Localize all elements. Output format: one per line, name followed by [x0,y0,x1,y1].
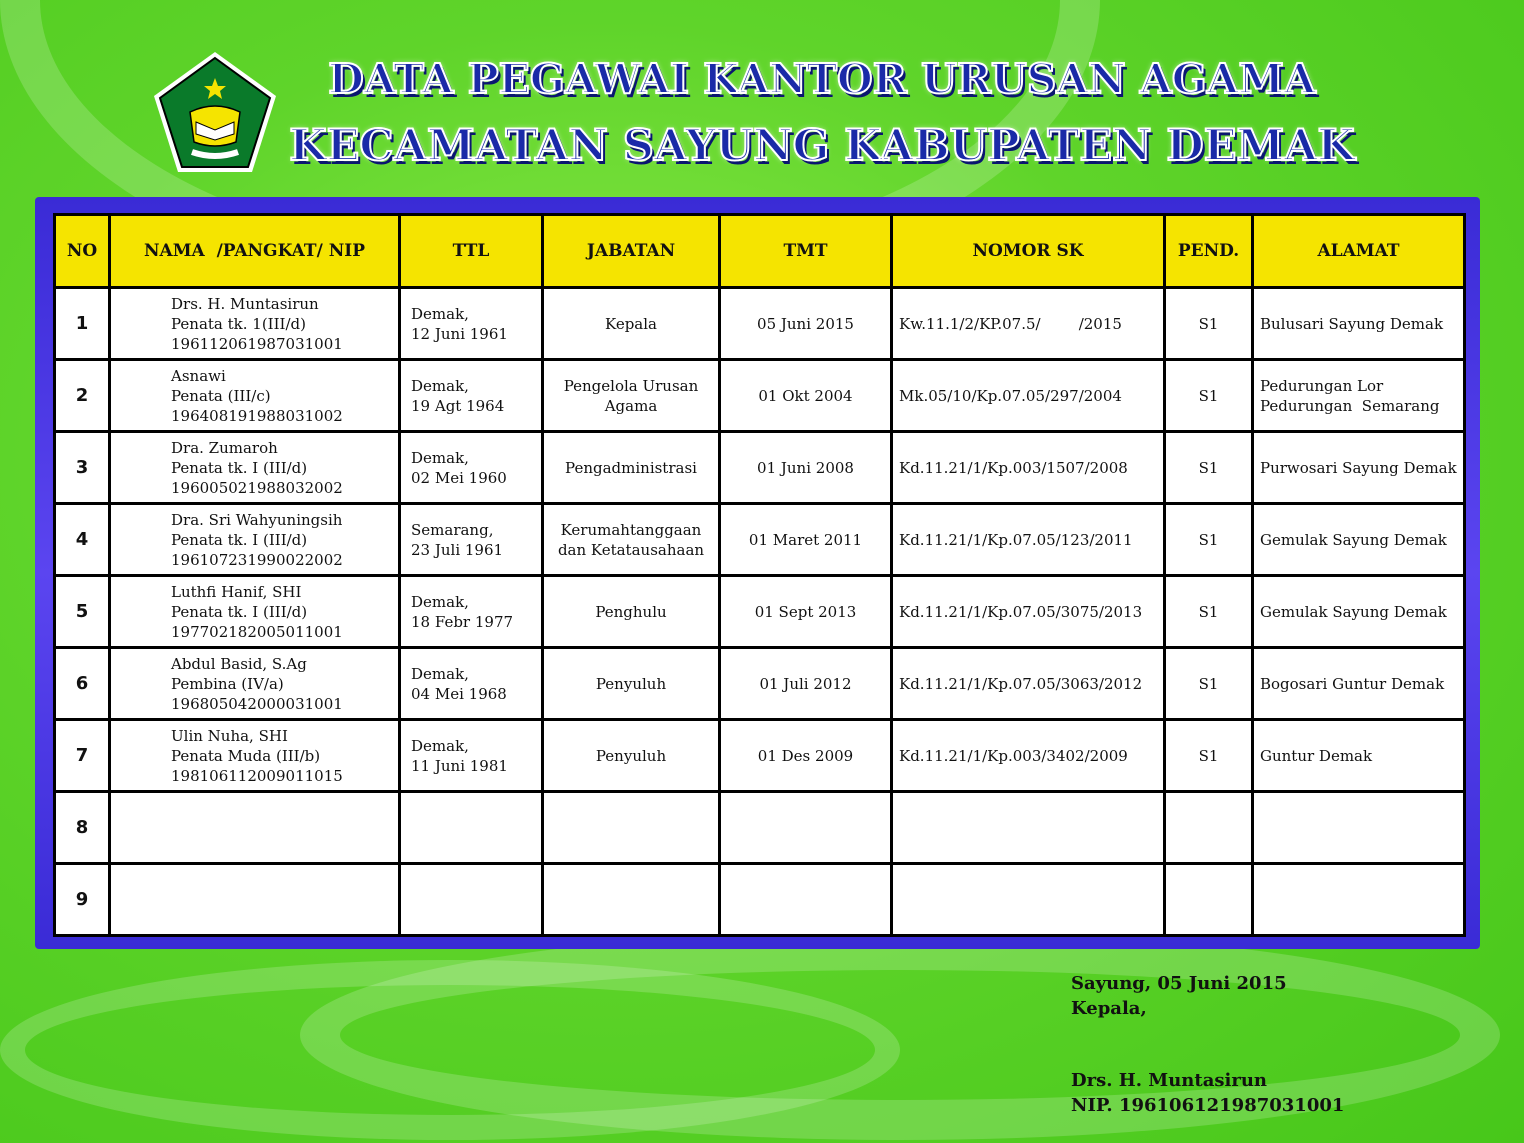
education: S1 [1198,458,1219,477]
cell-ttl [400,792,543,864]
cell-no [55,648,110,720]
address: Pedurungan Lor Pedurungan Semarang [1260,376,1440,415]
employee-name: Ulin Nuha, SHI [171,726,288,745]
row-number: 8 [75,816,89,838]
address: Bulusari Sayung Demak [1260,314,1444,333]
cell-tmt [720,288,892,360]
cell-tmt [720,504,892,576]
table-row [55,792,1465,864]
start-date: 01 Sept 2013 [754,602,857,621]
employee-name: Luthfi Hanif, SHI [171,582,302,601]
cell-jabatan [543,648,720,720]
table-row [55,432,1465,504]
position: Pengelola Urusan Agama [563,376,699,415]
position: Penghulu [595,602,667,621]
employee-nip: 198106112009011015 [171,766,343,785]
page-title-line1: DATA PEGAWAI KANTOR URUSAN AGAMA [328,55,1316,103]
cell-ttl [400,504,543,576]
cell-jabatan [543,864,720,936]
education: S1 [1198,386,1219,405]
position: Penyuluh [595,674,667,693]
row-number: 6 [75,672,89,694]
cell-nomor-sk [892,792,1165,864]
decree-number: Kd.11.21/1/Kp.07.05/3075/2013 [899,602,1143,621]
employee-nip: 196112061987031001 [171,334,343,353]
header-no: NO [55,215,110,288]
start-date: 01 Juli 2012 [759,674,852,693]
table-row [55,288,1465,360]
decree-number: Kd.11.21/1/Kp.003/3402/2009 [899,746,1128,765]
cell-pend [1165,360,1253,432]
table-row [55,864,1465,936]
cell-jabatan [543,504,720,576]
birth-place: Semarang, [411,520,494,539]
table-row [55,648,1465,720]
cell-pend [1165,864,1253,936]
cell-ttl [400,720,543,792]
address: Guntur Demak [1260,746,1373,765]
cell-tmt [720,792,892,864]
header-pend: PEND. [1165,215,1253,288]
page-title-line2: KECAMATAN SAYUNG KABUPATEN DEMAK [289,121,1355,171]
birth-place: Demak, [411,304,469,323]
birth-place: Demak, [411,736,469,755]
decree-number: Kd.11.21/1/Kp.07.05/3063/2012 [899,674,1143,693]
cell-no [55,360,110,432]
cell-alamat [1253,504,1465,576]
position: Kerumahtanggaan dan Ketatausahaan [557,520,705,559]
cell-jabatan [543,576,720,648]
cell-no [55,576,110,648]
cell-ttl [400,576,543,648]
employee-rank: Penata (III/c) [171,386,271,405]
cell-alamat [1253,864,1465,936]
cell-ttl [400,432,543,504]
cell-tmt [720,864,892,936]
education: S1 [1198,602,1219,621]
cell-no [55,720,110,792]
row-number: 5 [75,600,89,622]
cell-nomor-sk [892,720,1165,792]
cell-pend [1165,720,1253,792]
birth-place: Demak, [411,376,469,395]
signature-role: Kepala, [1071,998,1147,1019]
employee-rank: Pembina (IV/a) [171,674,284,693]
cell-alamat [1253,576,1465,648]
cell-nomor-sk [892,864,1165,936]
table-row [55,360,1465,432]
decree-number: Kd.11.21/1/Kp.07.05/123/2011 [899,530,1133,549]
cell-alamat [1253,360,1465,432]
cell-nama [110,432,400,504]
start-date: 01 Okt 2004 [758,386,853,405]
header-jabatan: JABATAN [543,215,720,288]
start-date: 01 Maret 2011 [748,530,863,549]
table-row [55,504,1465,576]
employee-rank: Penata tk. I (III/d) [171,602,308,621]
row-number: 2 [75,384,89,406]
address: Gemulak Sayung Demak [1260,602,1447,621]
decree-number: Kd.11.21/1/Kp.003/1507/2008 [899,458,1128,477]
table-row [55,576,1465,648]
background-swoosh [0,960,900,1140]
cell-tmt [720,576,892,648]
cell-ttl [400,864,543,936]
start-date: 01 Juni 2008 [757,458,854,477]
cell-tmt [720,360,892,432]
row-number: 7 [75,744,89,766]
cell-alamat [1253,288,1465,360]
education: S1 [1198,746,1219,765]
birth-place: Demak, [411,448,469,467]
cell-tmt [720,720,892,792]
employee-name: Asnawi [171,366,226,385]
address: Bogosari Guntur Demak [1260,674,1445,693]
signature-name: Drs. H. Muntasirun [1071,1070,1268,1091]
header-nomor-sk: NOMOR SK [892,215,1165,288]
cell-jabatan [543,792,720,864]
cell-no [55,288,110,360]
cell-alamat [1253,648,1465,720]
employee-nip: 197702182005011001 [171,622,343,641]
employee-rank: Penata tk. I (III/d) [171,458,308,477]
education: S1 [1198,674,1219,693]
cell-alamat [1253,720,1465,792]
employee-rank: Penata tk. 1(III/d) [171,314,306,333]
header-tmt: TMT [720,215,892,288]
employee-table [53,213,1466,937]
cell-nomor-sk [892,432,1165,504]
cell-tmt [720,648,892,720]
cell-nama [110,360,400,432]
birth-place: Demak, [411,592,469,611]
cell-nama [110,648,400,720]
birth-date: 19 Agt 1964 [411,396,505,415]
cell-nama [110,504,400,576]
cell-nomor-sk [892,360,1165,432]
table-row [55,720,1465,792]
cell-nomor-sk [892,648,1165,720]
birth-date: 11 Juni 1981 [411,756,508,775]
row-number: 9 [75,888,89,910]
education: S1 [1198,530,1219,549]
employee-nip: 196805042000031001 [171,694,343,713]
cell-nama [110,288,400,360]
cell-jabatan [543,720,720,792]
position: Penyuluh [595,746,667,765]
header-alamat: ALAMAT [1253,215,1465,288]
employee-nip: 196005021988032002 [171,478,343,497]
employee-nip: 196408191988031002 [171,406,343,425]
cell-pend [1165,648,1253,720]
employee-name: Dra. Sri Wahyuningsih [171,510,343,529]
employee-rank: Penata Muda (III/b) [171,746,321,765]
cell-pend [1165,288,1253,360]
birth-date: 02 Mei 1960 [411,468,507,487]
cell-pend [1165,792,1253,864]
cell-alamat [1253,432,1465,504]
cell-nomor-sk [892,288,1165,360]
employee-rank: Penata tk. I (III/d) [171,530,308,549]
signature-nip: NIP. 196106121987031001 [1071,1095,1345,1116]
cell-pend [1165,504,1253,576]
cell-no [55,432,110,504]
position: Kepala [605,314,657,333]
employee-name: Drs. H. Muntasirun [171,294,319,313]
row-number: 3 [75,456,89,478]
cell-jabatan [543,360,720,432]
header-ttl: TTL [400,215,543,288]
decree-number: Kw.11.1/2/KP.07.5/ /2015 [899,314,1122,333]
cell-pend [1165,576,1253,648]
cell-tmt [720,432,892,504]
cell-jabatan [543,288,720,360]
start-date: 05 Juni 2015 [757,314,854,333]
birth-date: 04 Mei 1968 [411,684,507,703]
employee-name: Abdul Basid, S.Ag [171,654,307,673]
row-number: 1 [75,312,89,334]
birth-date: 12 Juni 1961 [411,324,508,343]
birth-date: 18 Febr 1977 [411,612,514,631]
row-number: 4 [75,528,89,550]
cell-nama [110,720,400,792]
cell-alamat [1253,792,1465,864]
cell-nama [110,576,400,648]
position: Pengadministrasi [565,458,697,477]
header-nama: NAMA /PANGKAT/ NIP [110,215,400,288]
cell-nama [110,864,400,936]
kemenag-logo [152,50,278,174]
cell-jabatan [543,432,720,504]
employee-nip: 196107231990022002 [171,550,343,569]
education: S1 [1198,314,1219,333]
birth-place: Demak, [411,664,469,683]
cell-ttl [400,288,543,360]
address: Gemulak Sayung Demak [1260,530,1447,549]
signature-place-date: Sayung, 05 Juni 2015 [1071,973,1287,994]
table-header-row [55,215,1465,288]
address: Purwosari Sayung Demak [1260,458,1457,477]
decree-number: Mk.05/10/Kp.07.05/297/2004 [899,386,1122,405]
cell-nama [110,792,400,864]
cell-ttl [400,360,543,432]
start-date: 01 Des 2009 [757,746,854,765]
cell-no [55,864,110,936]
cell-nomor-sk [892,504,1165,576]
cell-no [55,504,110,576]
birth-date: 23 Juli 1961 [411,540,504,559]
cell-nomor-sk [892,576,1165,648]
cell-ttl [400,648,543,720]
cell-pend [1165,432,1253,504]
cell-no [55,792,110,864]
employee-name: Dra. Zumaroh [171,438,278,457]
